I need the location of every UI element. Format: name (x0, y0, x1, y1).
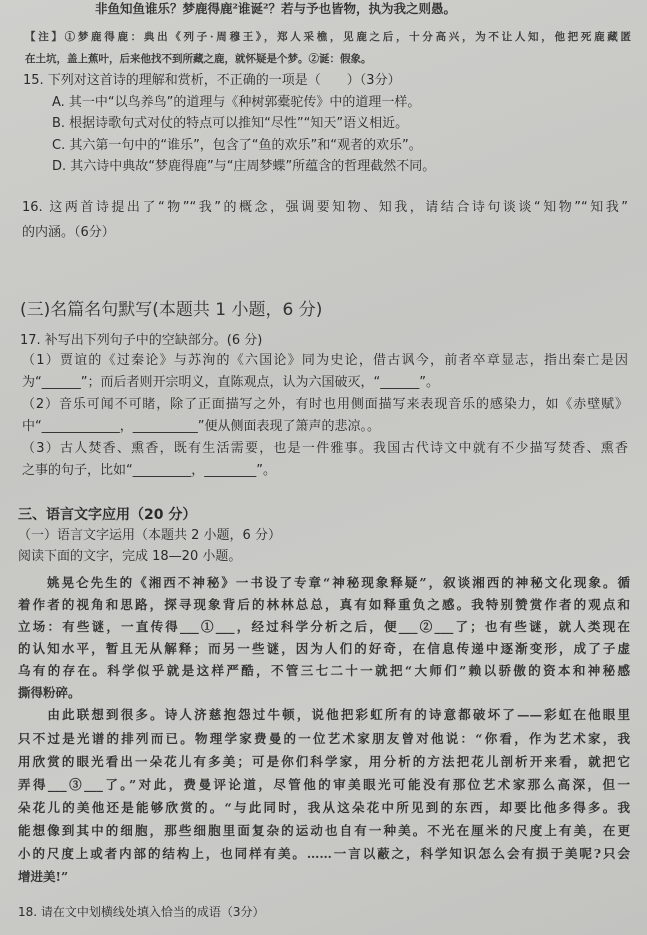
annotation-line: 在土坑，盖上蕉叶，后来他找不到所藏之鹿，就怀疑是个梦。②诞：假象。 (25, 53, 372, 65)
annotation-line: 【注】①梦鹿得鹿：典出《列子·周穆王》，郑人采樵，见鹿之后，十分高兴，为不让人知，他把死鹿藏匿 (25, 31, 631, 43)
passage-line: 立场：有些谜，一直传得___①___，经过科学分析之后，便___②___了；也有些谜，就人类现在 (18, 619, 630, 634)
part-heading-language-use: 三、语言文字应用（20 分） (18, 507, 197, 523)
option-b: B. 根据诗歌句式对仗的特点可以推知“尽性”“知天”语义相近。 (52, 116, 409, 131)
passage-line: 撕得粉碎。 (18, 685, 81, 700)
question-17-line: 为“______”；而后者则开宗明义，直陈观点，认为六国破灭，“______”。 (22, 375, 439, 390)
subsection-heading: （一）语言文字运用（本题共 2 小题，6 分） (18, 528, 281, 543)
passage-line: 着作者的视角和思路，探寻现象背后的林林总总，真有如释重负之感。我特别赞赏作者的观点和 (18, 597, 630, 612)
passage-line: 小的尺度上或者内部的结构上，也同样有美。……一言以蔽之，科学知识怎么会有损于美呢?只会 (18, 846, 630, 861)
question-17-line: 之事的句子，比如“_________，________”。 (22, 463, 276, 478)
passage-line: 姚晃仑先生的《湘西不神秘》一书设了专章“神秘现象释疑”，叙谈湘西的神秘文化现象。循 (18, 575, 630, 590)
passage-line: 由此联想到很多。诗人济慈抱怨过牛顿，说他把彩虹所有的诗意都破坏了——彩虹在他眼里 (18, 707, 630, 722)
passage-line: 增进美!” (18, 869, 69, 884)
passage-line: 朵花儿的美他还是能够欣赏的。“与此同时，我从这朵花中所见到的东西，却要比他多得多。我 (18, 800, 630, 815)
question-18-stem: 18. 请在文中划横线处填入恰当的成语（3分） (18, 905, 265, 919)
option-d: D. 其六诗中典故“梦鹿得鹿”与“庄周梦蝶”所蕴含的哲理截然不同。 (52, 159, 436, 174)
section-heading-recitation: (三)名篇名句默写(本题共 1 小题，6 分) (20, 300, 323, 320)
question-17-line: （1）贾谊的《过秦论》与苏洵的《六国论》同为史论，借古讽今，前者卒章显志，指出秦亡是因 (22, 353, 628, 368)
question-17-line: （2）音乐可闻不可睹，除了正面描写之外，有时也用侧面描写来表现音乐的感染力，如《赤壁赋》 (22, 397, 628, 412)
reading-instruction: 阅读下面的文字，完成 18—20 小题。 (18, 549, 242, 564)
poem-line: 非鱼知鱼谁乐？梦鹿得鹿²谁诞²？若与予也皆物，执为我之则愚。 (95, 1, 456, 16)
passage-line: 的认知水平，暂且无从解释；而另一些谜，因为人们的好奇，在信息传递中逐渐变形，成了子虚 (18, 641, 630, 656)
passage-line: 能想像到其中的细胞，那些细胞里面复杂的运动也自有一种美。不光在厘米的尺度上有美，在更 (18, 823, 630, 838)
question-16-line: 的内涵。（6分） (22, 225, 115, 240)
passage-line: 乌有的存在。科学似乎就是这样严酷，不管三七二十一就把“大师们”赖以骄傲的资本和神秘感 (18, 663, 630, 678)
passage-line: 只不过是光谱的排列而已。物理学家费曼的一位艺术家朋友曾对他说：“你看，作为艺术家，我 (18, 731, 630, 746)
question-17-line: 中“____________，__________”便从侧面表现了箫声的悲凉。。 (22, 419, 380, 434)
question-17-stem: 17. 补写出下列句子中的空缺部分。(6 分) (20, 333, 263, 348)
passage-line: 弄得___③___了。”对此，费曼评论道，尽管他的审美眼光可能没有那位艺术家那么高深，但一 (18, 777, 630, 792)
passage-line: 用欣赏的眼光看出一朵花儿有多美；可是你们科学家，用分析的方法把花儿剖析开来看，就把它 (18, 754, 630, 769)
question-15-stem: 15. 下列对这首诗的理解和赏析，不正确的一项是（ ）（3分） (23, 73, 401, 88)
option-a: A. 其一中“以鸟养鸟”的道理与《种树郭橐驼传》中的道理一样。 (52, 95, 421, 110)
question-16-line: 16. 这两首诗提出了“物”“我”的概念，强调要知物、知我，请结合诗句谈谈“知物”“知我” (22, 200, 628, 215)
option-c: C. 其六第一句中的“谁乐”，包含了“鱼的欢乐”和“观者的欢乐”。 (52, 138, 422, 153)
question-17-line: （3）古人焚香、熏香，既有生活需要，也是一件雅事。我国古代诗文中就有不少描写焚香、熏香 (22, 441, 628, 456)
